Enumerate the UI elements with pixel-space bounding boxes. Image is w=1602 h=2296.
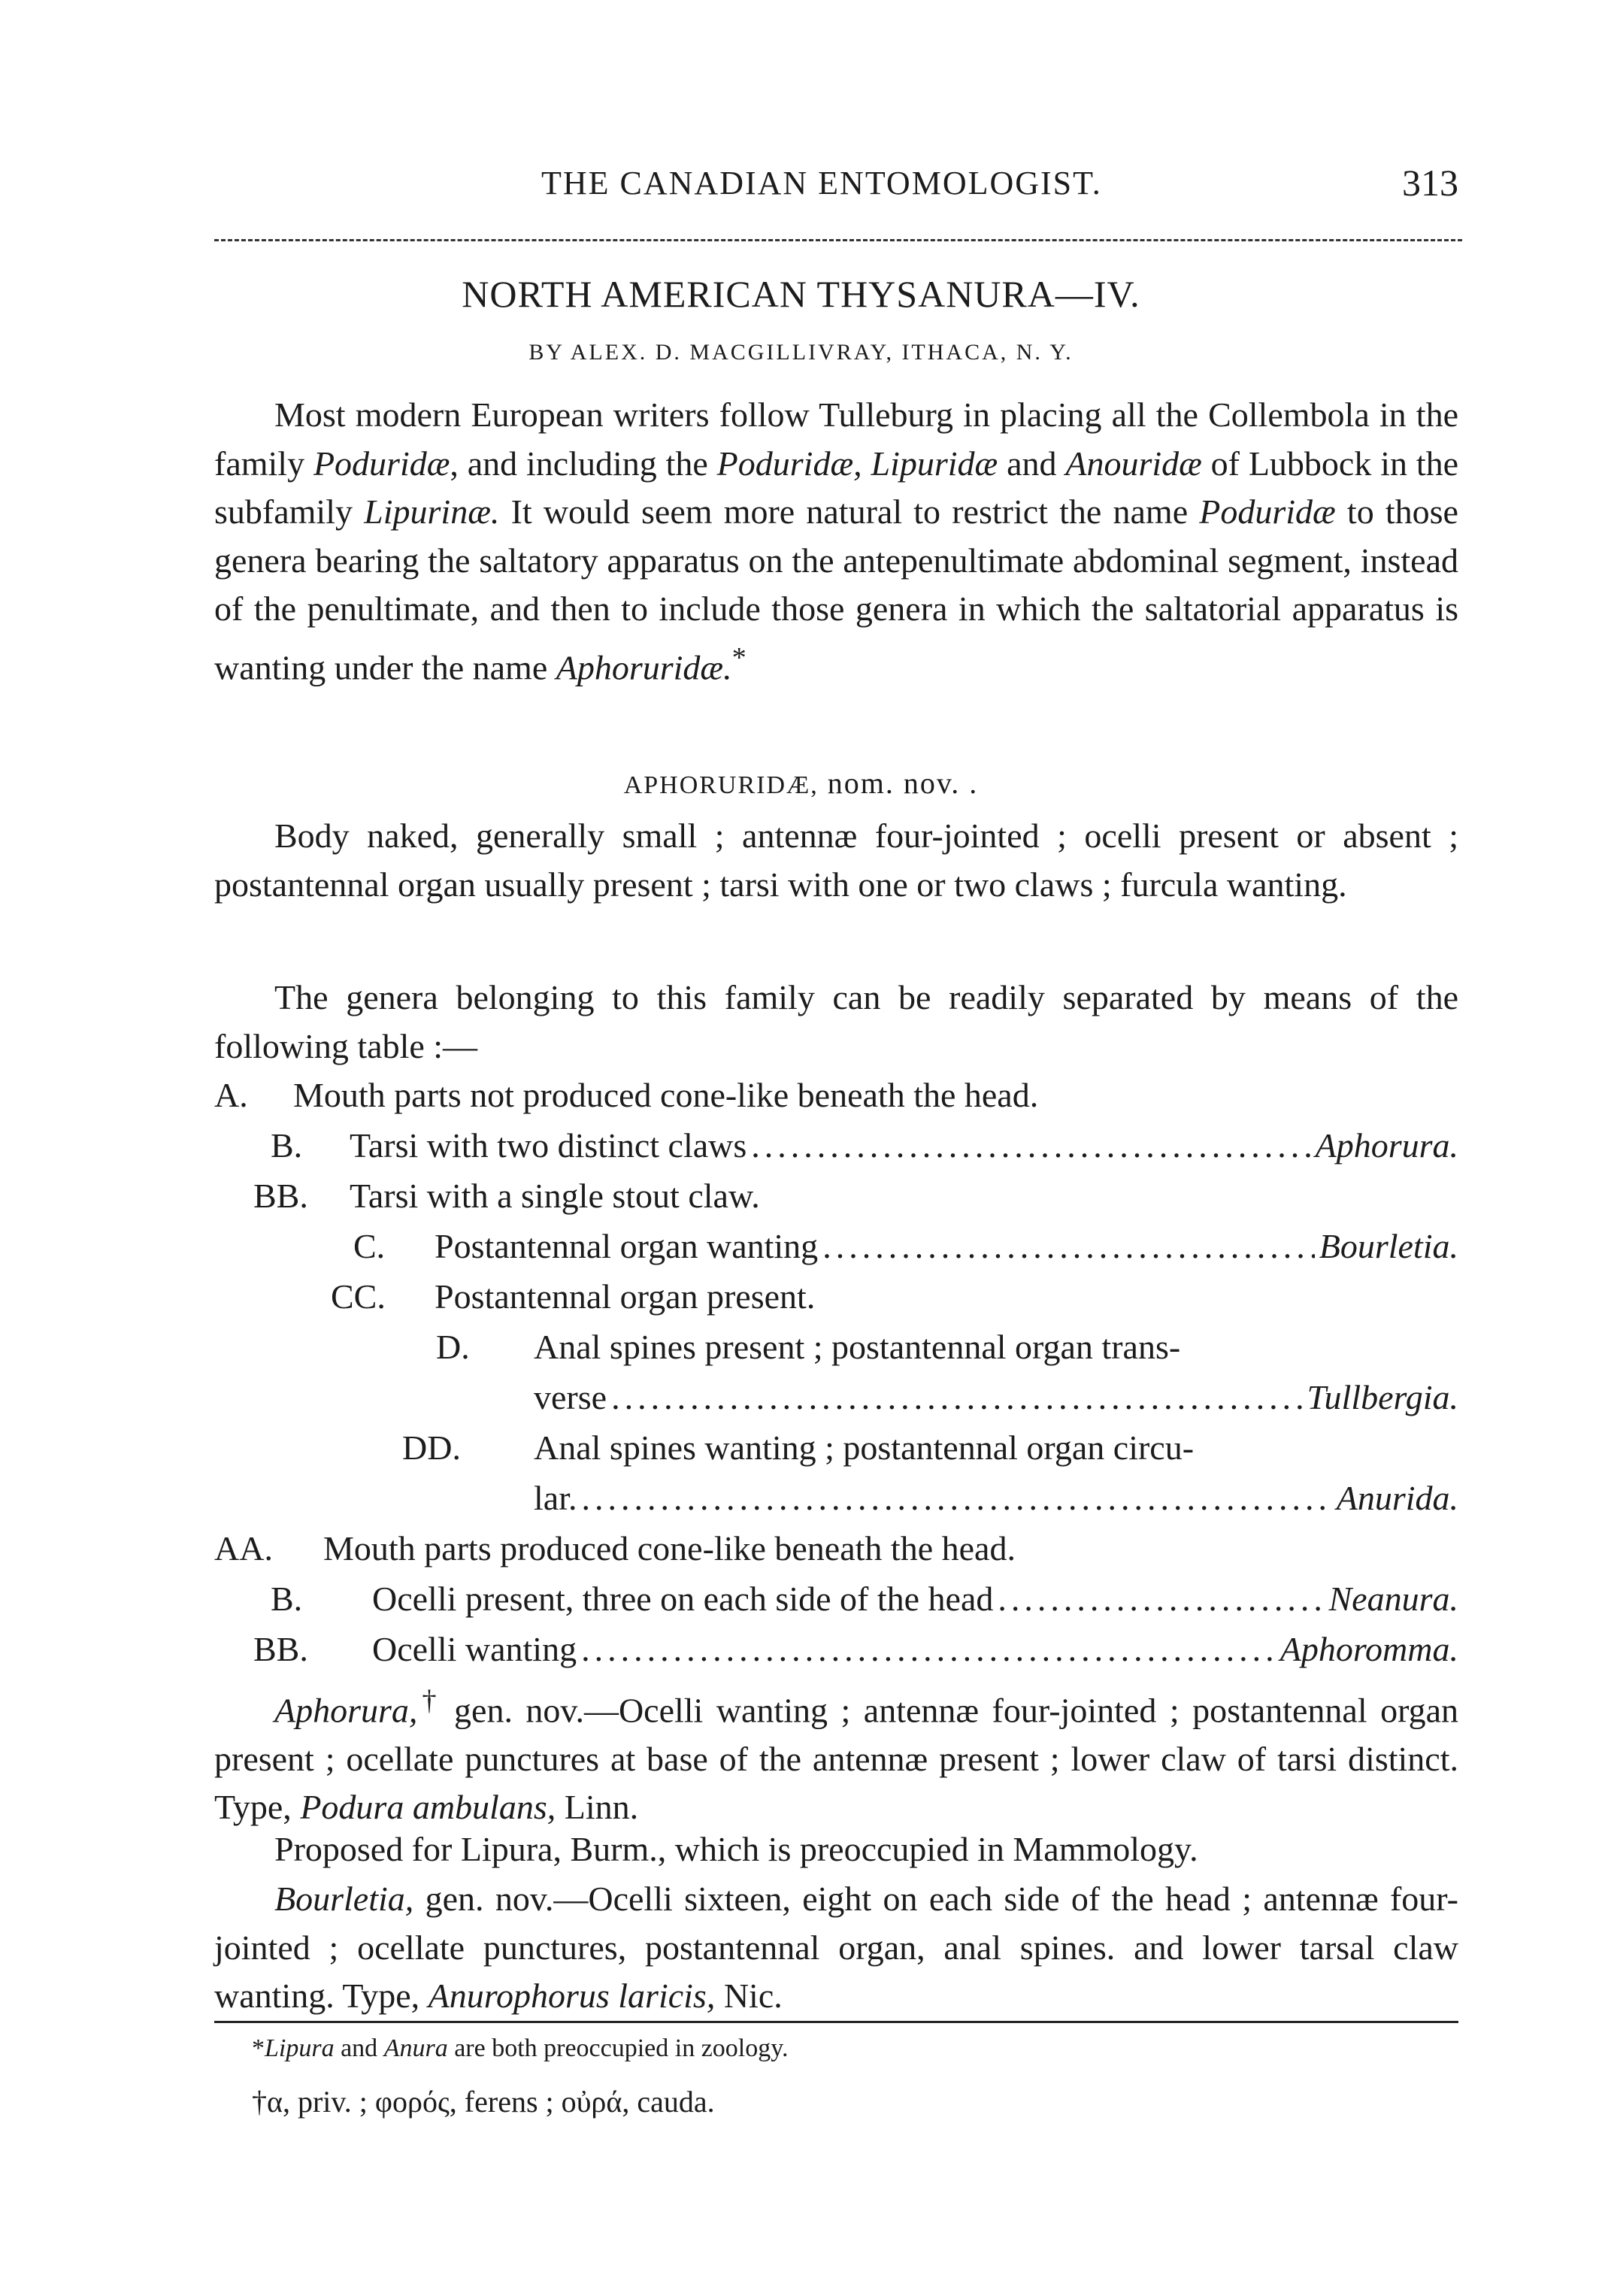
running-head: [218, 164, 1458, 209]
footnote-rule: [214, 2021, 1458, 2023]
key-line-d-tullbergia: verse ..... Tullbergia.: [534, 1374, 1458, 1422]
key-line-d: D. Anal spines present ; postantennal organ trans-: [436, 1328, 1181, 1366]
key-line-cc: CC. Postantennal organ present.: [331, 1277, 816, 1316]
key-line-c-bourletia: C. Postantennal organ wanting ..... Bourletia.: [353, 1222, 1458, 1271]
family-description: Body naked, generally small ; antennæ four-jointed ; ocelli present or absent ; postantennal organ usually present ; tarsi with one or two claws ; furcula wanting.: [214, 816, 1458, 904]
running-head-title: THE CANADIAN ENTOMOLOGIST.: [541, 165, 1102, 201]
lipura-note: Proposed for Lipura, Burm., which is preoccupied in Mammology.: [274, 1830, 1198, 1868]
key-line-bb-aphoromma: BB. Ocelli wanting ..... Aphoromma.: [253, 1625, 1458, 1674]
footnote-2: †α, priv. ; φορός, ferens ; οὐρά, cauda.: [252, 2085, 715, 2119]
family-heading: APHORURIDÆ, nom. nov. .: [623, 766, 979, 800]
key-line-dd: DD. Anal spines wanting ; postantennal organ circu-: [402, 1428, 1195, 1467]
article-byline: BY ALEX. D. MACGILLIVRAY, ITHACA, N. Y.: [528, 340, 1074, 365]
key-line-b-aphorura: B. Tarsi with two distinct claws ..... Aphorura.: [271, 1122, 1458, 1170]
header-rule: [214, 239, 1462, 241]
bourletia-paragraph: Bourletia, gen. nov.—Ocelli sixteen, eight on each side of the head ; antennæ four-jointed ; ocellate punctures, postantennal organ, anal spines. and lower tarsal claw wanting. Type, Anurophorus laricis, Nic.: [214, 1880, 1458, 2015]
page-number: 313: [1402, 162, 1458, 204]
intro-paragraph: Most modern European writers follow Tulleburg in placing all the Collembola in the family Poduridæ, and including the Poduridæ, Lipuridæ and Anouridæ of Lubbock in the subfamily Lipurinæ. It would seem more natural to restrict the name Poduridæ to those genera bearing the saltatory apparatus on the antepenultimate abdominal segment, instead of the penultimate, and then to include those genera in which the saltatorial apparatus is wanting under the name Aphoruridæ.*: [214, 395, 1459, 686]
key-line-b-neanura: B. Ocelli present, three on each side of the head ..... Neanura.: [271, 1575, 1458, 1623]
article-title: NORTH AMERICAN THYSANURA—IV.: [462, 273, 1140, 315]
key-line-dd-anurida: lar. ..... Anurida.: [534, 1474, 1458, 1522]
key-line-bb: BB. Tarsi with a single stout claw.: [253, 1177, 760, 1215]
key-line-a: A. Mouth parts not produced cone-like beneath the head.: [214, 1076, 1039, 1114]
footnote-1: *Lipura and Anura are both preoccupied in zoology.: [252, 2034, 789, 2062]
key-line-aa: AA. Mouth parts produced cone-like beneath the head.: [214, 1529, 1016, 1568]
table-intro: The genera belonging to this family can be readily separated by means of the following table :—: [214, 978, 1458, 1065]
aphorura-paragraph: Aphorura,† gen. nov.—Ocelli wanting ; antennæ four-jointed ; postantennal organ present ; ocellate punctures at base of the antennæ present ; lower claw of tarsi distinct. Type, Podura ambulans, Linn.: [214, 1685, 1458, 1827]
